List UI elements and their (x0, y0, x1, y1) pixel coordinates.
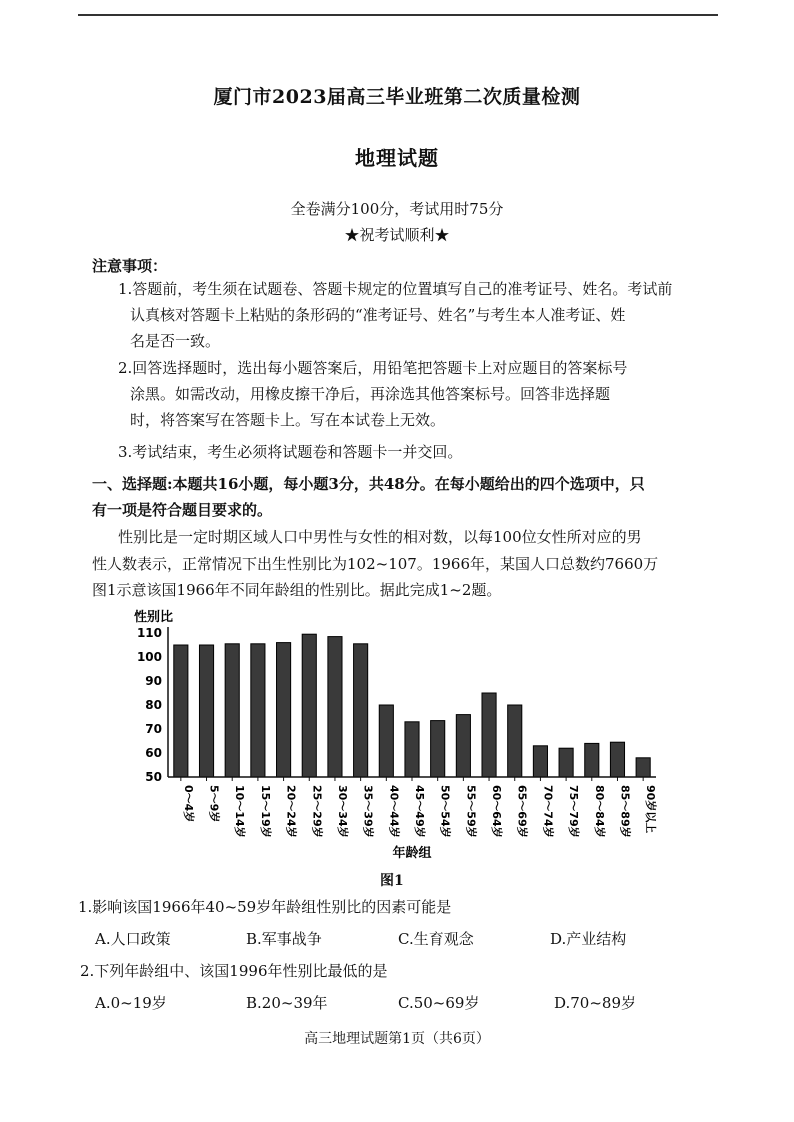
y-tick-label: 100 (136, 650, 162, 664)
x-tick-label: 90岁以上 (644, 785, 658, 834)
x-tick-label: 35～39岁 (361, 785, 375, 838)
x-tick-label: 75～79岁 (567, 785, 581, 838)
x-axis-label: 年龄组 (392, 846, 432, 861)
bar (508, 705, 522, 777)
score-info: 全卷满分100分，考试用时75分 (290, 200, 504, 218)
x-tick-label: 0～4岁 (181, 785, 195, 823)
note-line: 涂黑。如需改动，用橡皮擦干净后，再涂选其他答案标号。回答非选择题 (130, 385, 611, 403)
q2-option-a: A.0~19岁 (95, 994, 167, 1012)
x-tick-label: 40～44岁 (387, 785, 401, 838)
y-tick-label: 50 (145, 770, 162, 784)
x-tick-label: 30～34岁 (335, 785, 349, 838)
figure-caption: 图1 (380, 873, 404, 889)
x-tick-label: 10～14岁 (233, 785, 247, 838)
bar (405, 722, 419, 777)
y-tick-label: 70 (145, 722, 162, 736)
y-axis-label: 性别比 (134, 610, 174, 625)
note-line: 时，将答案写在答题卡上。写在本试卷上无效。 (130, 411, 446, 429)
x-tick-label: 25～29岁 (310, 785, 324, 838)
x-ticks (181, 777, 658, 838)
x-tick-label: 15～19岁 (258, 785, 272, 838)
x-tick-label: 80～84岁 (592, 785, 606, 838)
bar (174, 645, 188, 777)
x-tick-label: 45～49岁 (413, 785, 426, 838)
x-tick-label: 50～54岁 (438, 785, 452, 838)
y-tick-label: 80 (145, 698, 162, 712)
q2-option-c: C.50~69岁 (398, 994, 480, 1012)
q1-option-a: A.人口政策 (95, 930, 171, 948)
section-heading: 一、选择题:本题共16小题，每小题3分，共48分。在每小题给出的四个选项中，只 (92, 475, 645, 493)
bars (174, 634, 650, 777)
notes-heading: 注意事项： (92, 257, 168, 275)
note-line: 1.答题前，考生须在试题卷、答题卡规定的位置填写自己的准考证号、姓名。考试前 (118, 280, 673, 298)
question-2-stem: 2.下列年龄组中、该国1996年性别比最低的是 (80, 962, 388, 980)
q1-option-b: B.军事战争 (246, 930, 322, 948)
note-line: 3.考试结束，考生必须将试题卷和答题卡一并交回。 (118, 443, 463, 461)
subject-title: 地理试题 (355, 146, 439, 170)
bar (354, 644, 368, 777)
x-tick-label: 20～24岁 (284, 785, 298, 838)
intro-line: 图1示意该国1966年不同年龄组的性别比。据此完成1~2题。 (92, 581, 502, 599)
x-tick-label: 60～64岁 (490, 785, 504, 838)
y-tick-label: 60 (145, 746, 162, 760)
note-line: 认真核对答题卡上粘贴的条形码的“准考证号、姓名”与考生本人准考证、姓 (130, 306, 626, 324)
bar (456, 715, 470, 777)
page-footer: 高三地理试题第1页（共6页） (304, 1031, 490, 1047)
bar (533, 746, 547, 777)
x-tick-label: 55～59岁 (464, 785, 478, 838)
bar (585, 743, 599, 777)
bar (636, 758, 650, 777)
sex-ratio-bar-chart (120, 605, 680, 865)
wish-text: ★祝考试顺利★ (344, 226, 450, 244)
section-heading: 有一项是符合题目要求的。 (92, 501, 273, 519)
x-tick-label: 85～89岁 (618, 785, 632, 838)
bar (302, 634, 316, 777)
intro-line: 性别比是一定时期区域人口中男性与女性的相对数，以每100位女性所对应的男 (118, 528, 642, 546)
q2-option-d: D.70~89岁 (554, 994, 637, 1012)
y-tick-label: 110 (136, 626, 162, 640)
bar (251, 644, 265, 777)
x-tick-label: 70～74岁 (541, 785, 555, 838)
bar (277, 643, 291, 777)
note-line: 2.回答选择题时，选出每小题答案后，用铅笔把答题卡上对应题目的答案标号 (118, 359, 628, 377)
q1-option-d: D.产业结构 (550, 930, 627, 948)
bar (431, 721, 445, 777)
bar (328, 637, 342, 777)
bar (199, 645, 213, 777)
q1-option-c: C.生育观念 (398, 930, 474, 948)
note-line: 名是否一致。 (130, 332, 221, 350)
exam-title: 厦门市2023届高三毕业班第二次质量检测 (213, 86, 581, 108)
bar (225, 644, 239, 777)
x-tick-label: 65～69岁 (515, 785, 529, 838)
x-tick-label: 5～9岁 (207, 785, 221, 823)
bar (610, 742, 624, 777)
bar (379, 705, 393, 777)
question-1-stem: 1.影响该国1966年40~59岁年龄组性别比的因素可能是 (78, 898, 452, 916)
bar (559, 748, 573, 777)
q2-option-b: B.20~39年 (246, 994, 328, 1012)
intro-line: 性人数表示，正常情况下出生性别比为102~107。1966年，某国人口总数约7660万 (92, 555, 659, 573)
bar (482, 693, 496, 777)
top-rule (78, 14, 718, 16)
y-ticks (137, 626, 162, 784)
y-tick-label: 90 (145, 674, 162, 688)
